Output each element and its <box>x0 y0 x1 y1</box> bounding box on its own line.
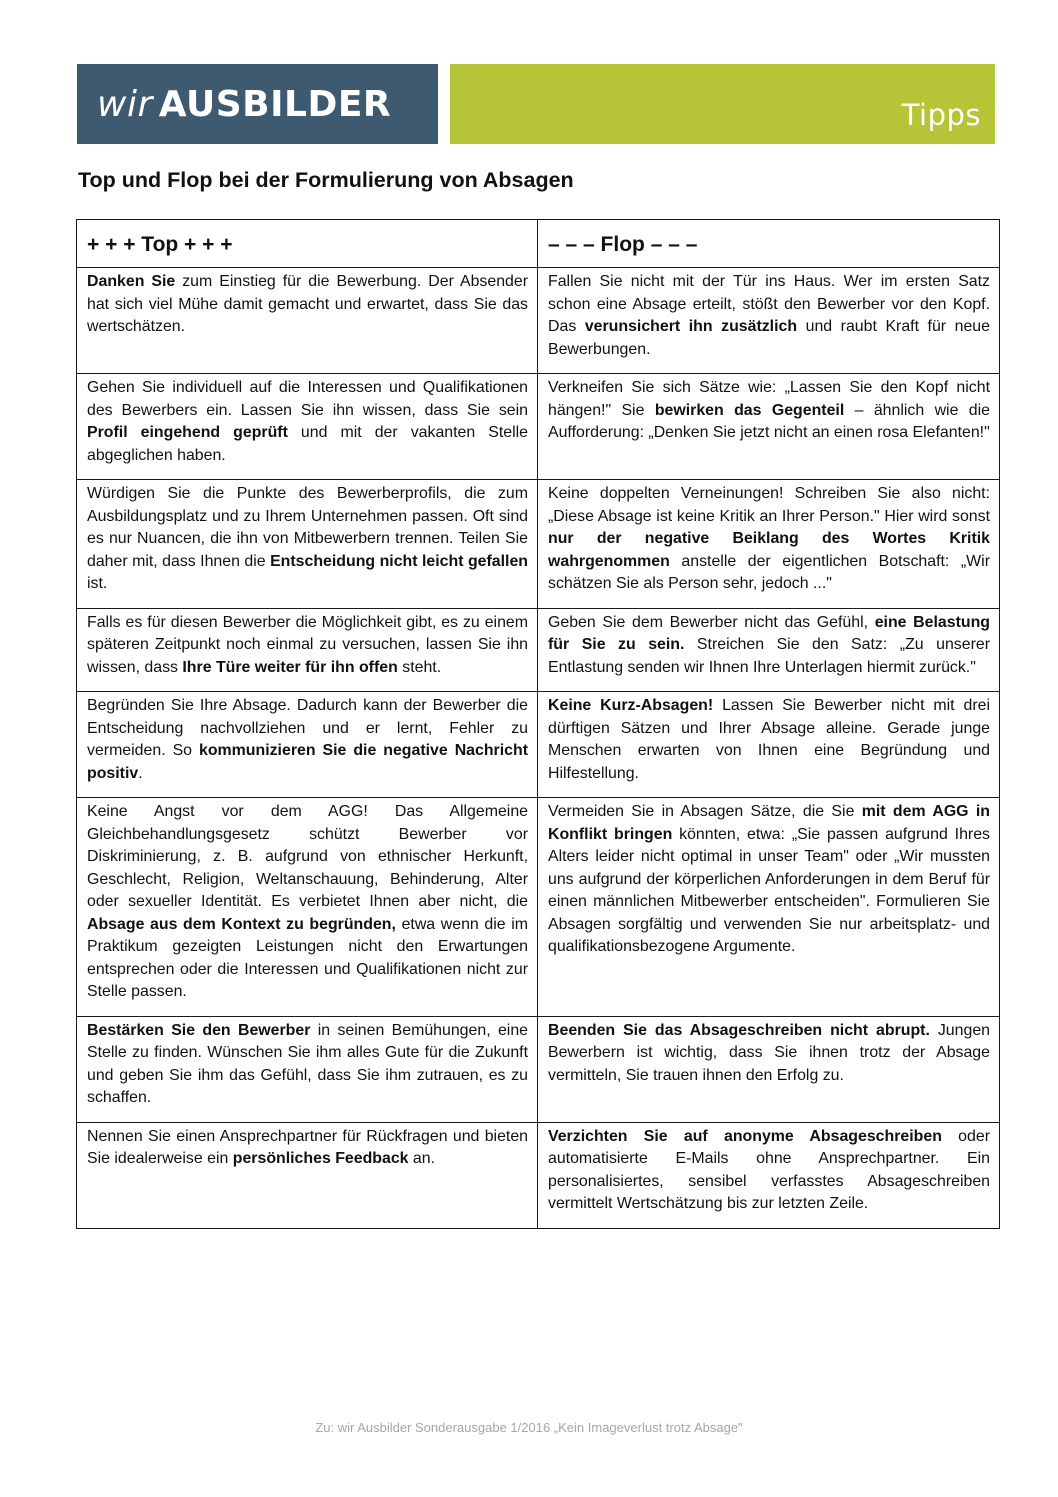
tip-text: – ähnlich wie die Aufforderung: „Denken Sie jetzt nicht an einen rosa Elefanten!" <box>548 401 990 441</box>
table-row <box>77 692 1000 798</box>
table-row <box>77 480 1000 609</box>
tip-text: Vermeiden Sie in Absagen Sätze, die Sie <box>548 803 862 820</box>
table-body <box>77 268 1000 1229</box>
table-row <box>77 608 1000 692</box>
top-tip-cell <box>77 268 538 374</box>
flop-tip-cell <box>538 798 1000 1017</box>
flop-tip-cell <box>538 268 1000 374</box>
emphasis-text: Keine Kurz-Absagen! <box>548 697 714 714</box>
flop-tip-cell <box>538 480 1000 609</box>
emphasis-text: verunsichert ihn zusätzlich <box>584 318 798 335</box>
emphasis-text: Entscheidung nicht leicht gefallen <box>270 552 528 570</box>
top-tip-cell <box>77 374 538 480</box>
tip-text: anstelle der eigentlichen Botschaft: „Wir schätzen Sie als Person sehr, jedoch ..." <box>548 552 990 592</box>
emphasis-text: eine Belastung für Sie zu sein. <box>548 613 990 653</box>
emphasis-text: nur der negative Beiklang des Wortes Kritik wahrgenommen <box>548 530 990 570</box>
table-row <box>77 374 1000 480</box>
emphasis-text: Absage aus dem Kontext zu begründen, <box>87 915 396 933</box>
flop-tip-cell <box>538 1122 1000 1228</box>
page-title: Top und Flop bei der Formulierung von Absagen <box>78 168 574 192</box>
emphasis-text: Profil eingehend geprüft <box>87 424 288 441</box>
tip-text: Falls es für diesen Bewerber die Möglichkeit gibt, es zu einem späteren Zeitpunkt noch einmal zu versuchen, lassen Sie ihn wissen, dass <box>87 613 528 676</box>
page-header <box>77 64 995 144</box>
flop-tip-cell <box>538 608 1000 692</box>
table-row <box>77 1122 1000 1228</box>
emphasis-text: Beenden Sie das Absageschreiben nicht abrupt. <box>548 1021 930 1039</box>
flop-tip-cell <box>538 1016 1000 1122</box>
tip-text: Streichen Sie den Satz: „Zu unserer Entlastung senden wir Ihnen Ihre Unterlagen hiermit zurück." <box>548 636 990 676</box>
tip-text: Gehen Sie individuell auf die Interessen und Qualifikationen des Bewerbers ein. Lassen Sie ihn wissen, dass Sie sein <box>87 379 528 419</box>
tip-text: zum Einstieg für die Bewerbung. Der Absender hat sich viel Mühe damit gemacht und erwartet, dass Sie das wertschätzen. <box>87 273 528 335</box>
brand-prefix: wir <box>97 83 153 125</box>
tip-text: Würdigen Sie die Punkte des Bewerberprofils, die zum Ausbildungsplatz und zu Ihrem Unternehmen passen. Oft sind es nur Nuancen, die ihn von Mitbewerbern trennen. Teilen Sie daher mit, dass Ihnen die <box>87 485 528 570</box>
table-row <box>77 798 1000 1017</box>
tip-text: Begründen Sie Ihre Absage. Dadurch kann der Bewerber die Entscheidung nachvollziehen und er lernt, Fehler zu vermeiden. So <box>87 697 528 759</box>
top-tip-cell <box>77 1122 538 1228</box>
tip-text: in seinen Bemühungen, eine Stelle zu finden. Wünschen Sie ihm alles Gute für die Zukunft und geben Sie ihm das Gefühl, dass Sie ihm zutrauen, es zu schaffen. <box>87 1021 528 1106</box>
brand-name: AUSBILDER <box>158 83 392 125</box>
tip-text: Lassen Sie Bewerber nicht mit drei dürftigen Sätzen und Ihrer Absage alleine. Gerade junge Menschen erwarten von Ihnen eine Begründung und Hilfestellung. <box>548 697 990 782</box>
tip-text: und raubt Kraft für neue Bewerbungen. <box>548 318 990 358</box>
brand-logo <box>77 64 438 144</box>
tip-text: Fallen Sie nicht mit der Tür ins Haus. Wer im ersten Satz schon eine Absage erteilt, stößt den Bewerber vor den Kopf. Das <box>548 273 990 335</box>
emphasis-text: Bestärken Sie den Bewerber <box>87 1021 311 1039</box>
emphasis-text: Danken Sie <box>87 273 176 290</box>
tip-text: könnten, etwa: „Sie passen aufgrund Ihres Alters leider nicht optimal in unser Team" oder „Wir mussten uns aufgrund der körperlichen Anforderungen in dem Beruf für einen männlichen Mitbewerber entscheiden". Formulieren Sie Absagen sorgfältig und verwenden Sie nur arbeitsplatz- und qualifikationsbezogene Argumente. <box>548 825 990 955</box>
emphasis-text: mit dem AGG in Konflikt bringen <box>548 803 990 843</box>
flop-tip-cell <box>538 692 1000 798</box>
tip-text: Jungen Bewerbern ist wichtig, dass Sie ihnen trotz der Absage vermitteln, Sie trauen ihnen den Erfolg zu. <box>548 1021 990 1084</box>
top-tip-cell <box>77 480 538 609</box>
emphasis-text: Ihre Türe weiter für ihn offen <box>182 658 398 676</box>
tip-text: ist. <box>87 575 108 592</box>
tip-text: steht. <box>397 658 442 676</box>
emphasis-text: kommunizieren Sie die negative Nachricht positiv <box>87 742 528 782</box>
table-header-row <box>77 220 1000 268</box>
column-header-top: + + + Top + + + <box>77 220 538 268</box>
top-tip-cell <box>77 608 538 692</box>
tip-text: an. <box>408 1150 436 1167</box>
tip-text: oder automatisierte E-Mails ohne Ansprechpartner. Ein personalisiertes, sensibel verfasstes Absageschreiben vermittelt Wertschätzung bis zur letzten Zeile. <box>548 1127 990 1212</box>
table-row <box>77 1016 1000 1122</box>
top-tip-cell <box>77 798 538 1017</box>
tip-text: und mit der vakanten Stelle abgeglichen haben. <box>87 424 528 464</box>
tip-text: Keine doppelten Verneinungen! Schreiben Sie also nicht: „Diese Absage ist keine Kritik an Ihrer Person." Hier wird sonst <box>548 485 990 525</box>
section-label: Tipps <box>901 98 981 132</box>
column-header-flop: – – – Flop – – – <box>538 220 1000 268</box>
emphasis-text: bewirken das Gegenteil <box>654 401 845 419</box>
flop-tip-cell <box>538 374 1000 480</box>
section-banner <box>450 64 995 144</box>
tip-text: etwa wenn die im Praktikum gezeigten Leistungen nicht den Erwartungen entsprechen oder die Interessen und Qualifikationen nicht zur Stelle passen. <box>87 915 528 1000</box>
emphasis-text: persönliches Feedback <box>232 1150 409 1167</box>
footer-source: Zu: wir Ausbilder Sonderausgabe 1/2016 „Kein Imageverlust trotz Absage" <box>315 1420 743 1435</box>
tip-text: Verkneifen Sie sich Sätze wie: „Lassen Sie den Kopf nicht hängen!" Sie <box>548 379 990 419</box>
emphasis-text: Verzichten Sie auf anonyme Absageschreiben <box>548 1127 942 1145</box>
tip-text: . <box>138 764 143 782</box>
tip-text: Nennen Sie einen Ansprechpartner für Rückfragen und bieten Sie idealerweise ein <box>87 1127 528 1167</box>
tip-text: Geben Sie dem Bewerber nicht das Gefühl, <box>548 613 875 631</box>
top-tip-cell <box>77 1016 538 1122</box>
tip-text: Keine Angst vor dem AGG! Das Allgemeine Gleichbehandlungsgesetz schützt Bewerber vor Diskriminierung, z. B. aufgrund von ethnischer Herkunft, Geschlecht, Religion, Weltanschauung, Behinderung, Alter oder sexueller Identität. Es verbietet Ihnen aber nicht, die <box>87 803 528 910</box>
tips-table <box>76 219 1000 1229</box>
table-row <box>77 268 1000 374</box>
top-tip-cell <box>77 692 538 798</box>
